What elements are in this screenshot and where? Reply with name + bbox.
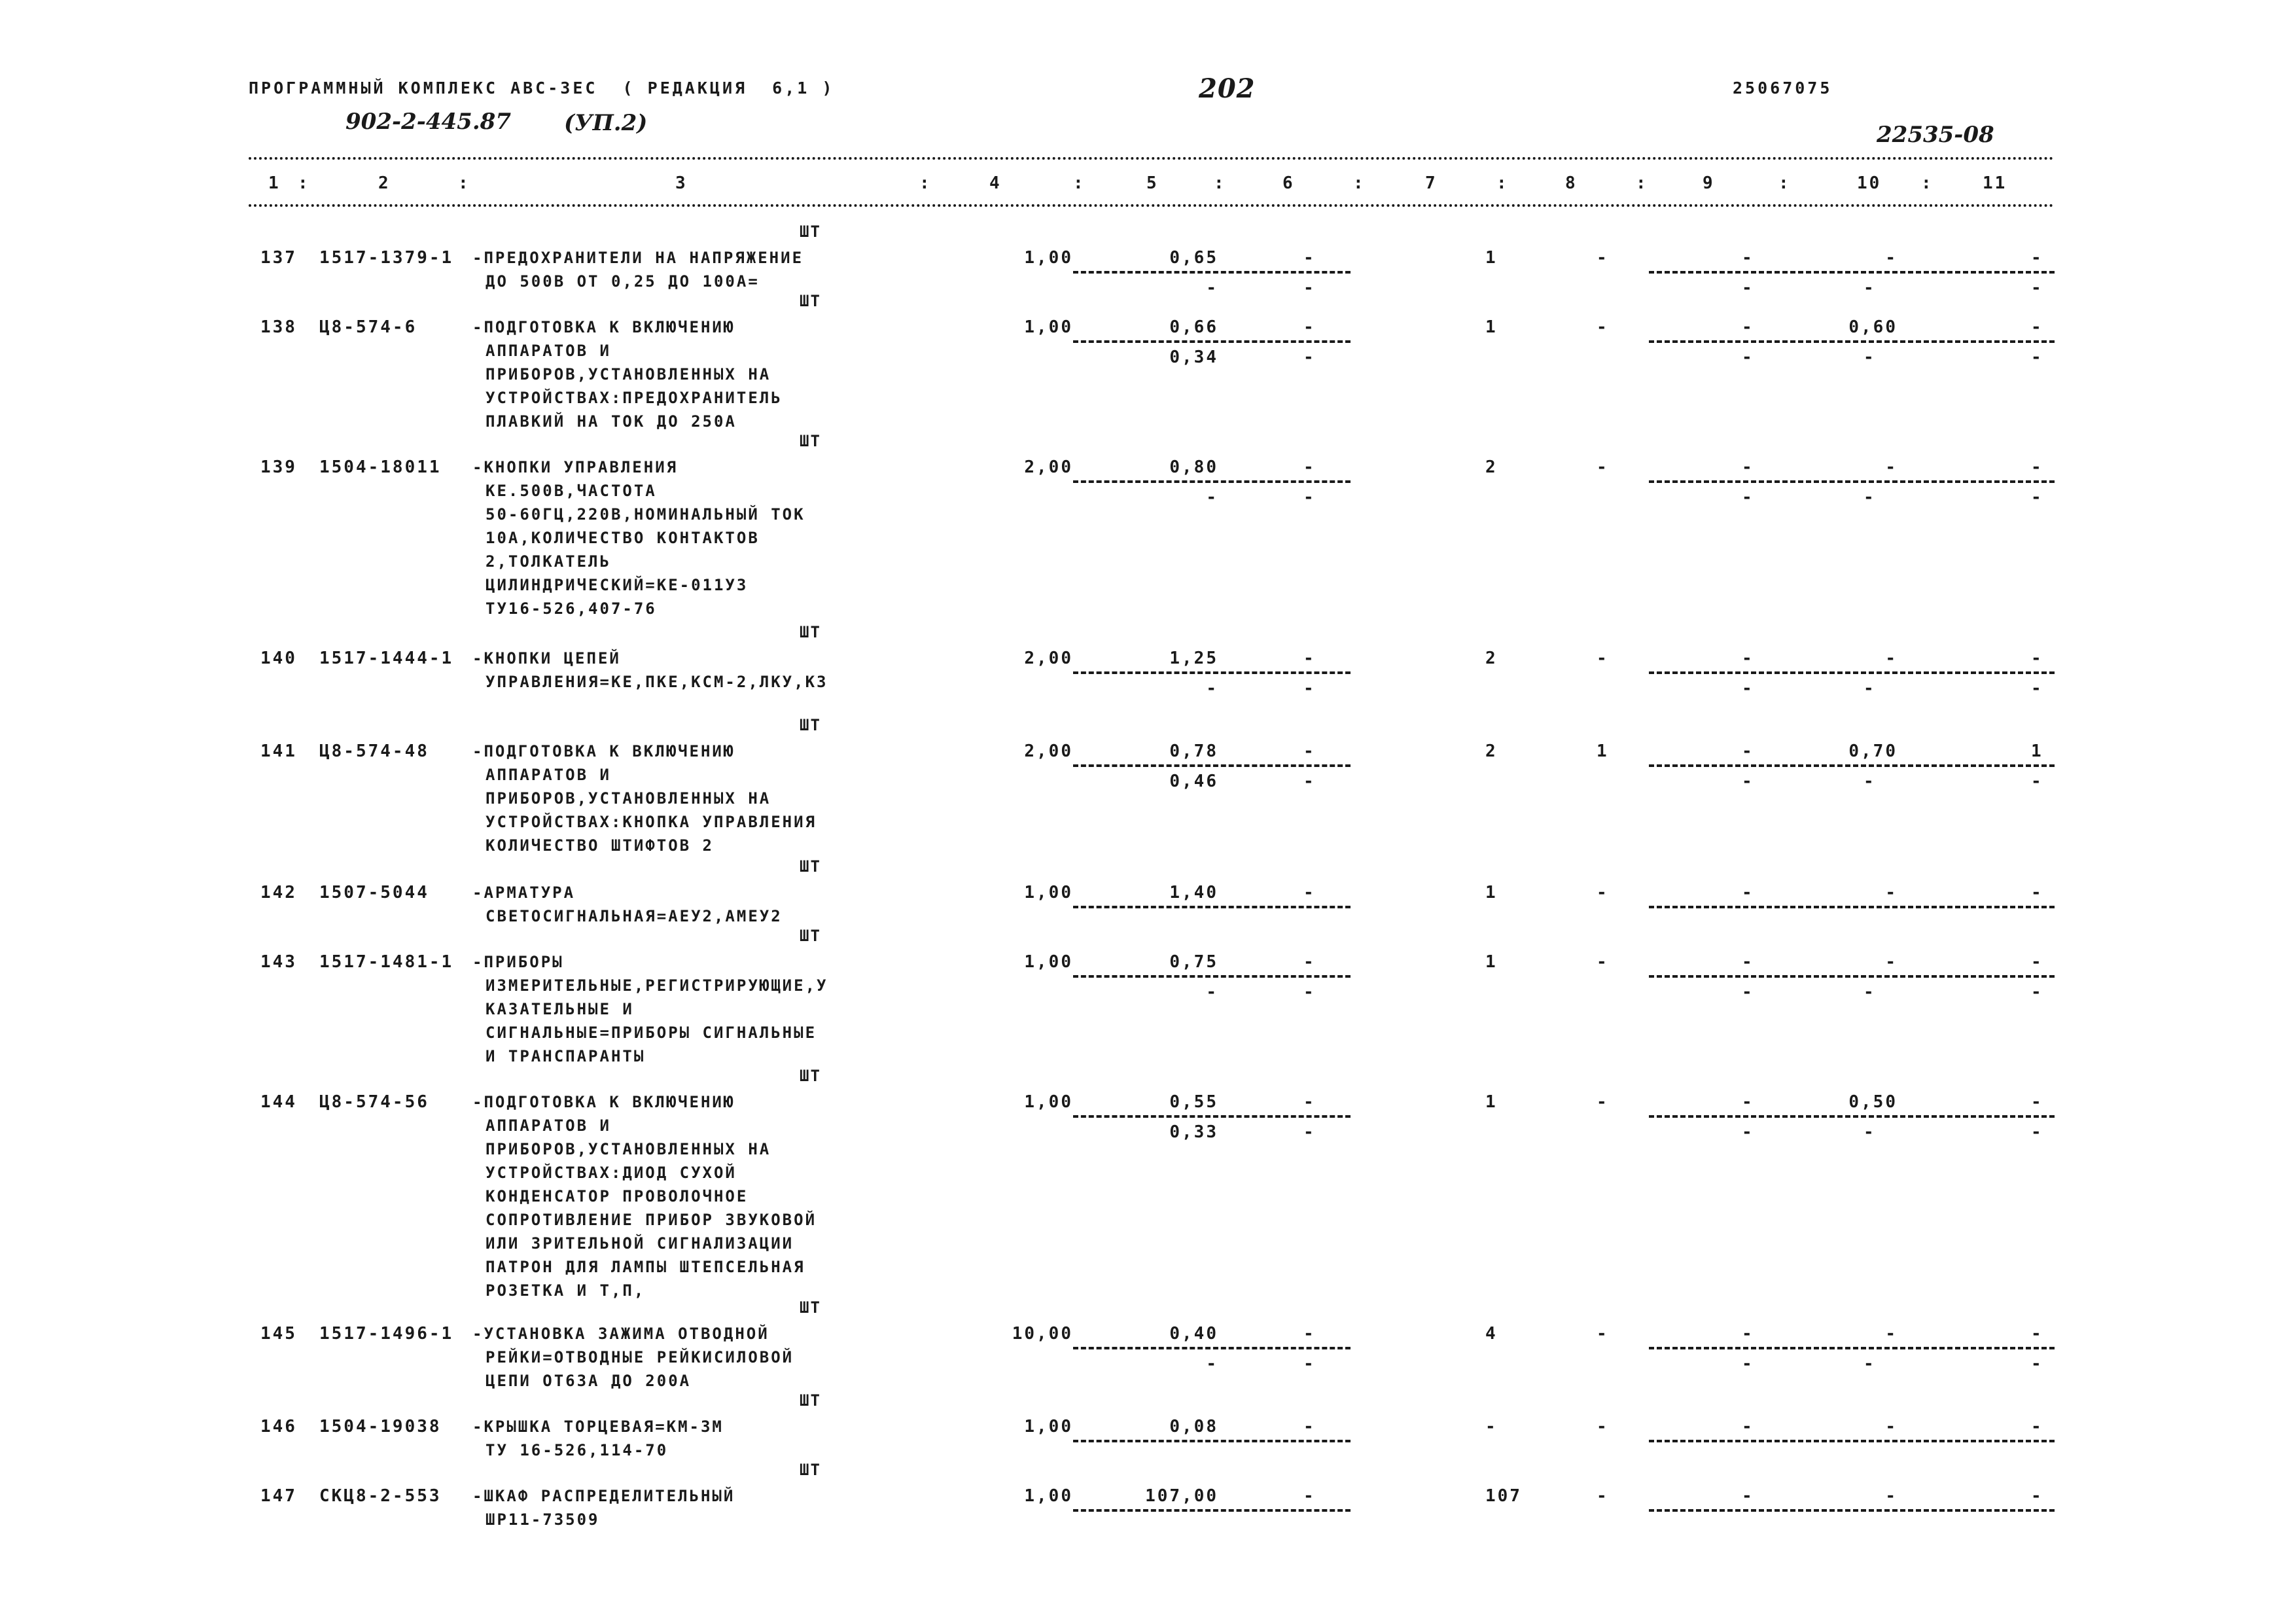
item-description-line: -КНОПКИ УПРАВЛЕНИЯ [472, 458, 679, 476]
col9-value: - [1742, 1324, 1754, 1344]
unit-label: ШТ [800, 432, 821, 450]
col6-value: - [1303, 1417, 1316, 1436]
price-code: 1517-1481-1 [319, 952, 454, 972]
row-number: 140 [260, 649, 297, 668]
price-code: 1517-1444-1 [319, 649, 454, 668]
col6-value: - [1303, 883, 1316, 902]
col11-value: - [2031, 248, 2043, 268]
col11-lower-value: - [2031, 278, 2043, 298]
quantity-value: 2,00 [1024, 457, 1073, 477]
item-description-line: КЕ.500В,ЧАСТОТА [486, 482, 657, 500]
item-description-line: -КНОПКИ ЦЕПЕЙ [472, 649, 621, 668]
unit-label: ШТ [800, 223, 821, 241]
column-divider: : [919, 173, 932, 193]
col6-lower-value: - [1303, 1122, 1316, 1142]
unit-label: ШТ [800, 1391, 821, 1410]
quantity-value: 1,00 [1024, 317, 1073, 337]
col6-value: - [1303, 1324, 1316, 1344]
item-description-line: СВЕТОСИГНАЛЬНАЯ=АЕУ2,АМЕУ2 [486, 907, 783, 925]
col6-value: - [1303, 952, 1316, 972]
unit-label: ШТ [800, 927, 821, 945]
col7-value: - [1485, 1417, 1498, 1436]
unit-label: ШТ [800, 1067, 821, 1085]
column-number: 3 [675, 173, 688, 193]
price-code: 1517-1496-1 [319, 1324, 454, 1344]
value-separator [1649, 906, 2055, 908]
row-number: 144 [260, 1092, 297, 1112]
item-description-line: -ПОДГОТОВКА К ВКЛЮЧЕНИЮ [472, 1093, 735, 1111]
quantity-value: 2,00 [1024, 741, 1073, 761]
price-code: СКЦ8-2-553 [319, 1486, 442, 1506]
item-description-line: 10А,КОЛИЧЕСТВО КОНТАКТОВ [486, 529, 760, 547]
item-description-line: И ТРАНСПАРАНТЫ [486, 1047, 646, 1065]
col6-value: - [1303, 741, 1316, 761]
item-description-line: -ПОДГОТОВКА К ВКЛЮЧЕНИЮ [472, 318, 735, 336]
col11-value: - [2031, 1486, 2043, 1506]
col8-value: - [1597, 1486, 1609, 1506]
column-number: 6 [1282, 173, 1295, 193]
value-separator [1073, 975, 1351, 978]
item-description-line: УПРАВЛЕНИЯ=КЕ,ПКЕ,КСМ-2,ЛКУ,К3 [486, 673, 828, 691]
col11-value: - [2031, 883, 2043, 902]
col11-value: - [2031, 1324, 2043, 1344]
item-description-line: ПРИБОРОВ,УСТАНОВЛЕННЫХ НА [486, 365, 771, 383]
col5-lower-value: - [1206, 982, 1218, 1002]
item-description-line: ТУ 16-526,114-70 [486, 1441, 669, 1459]
program-title: ПРОГРАММНЫЙ КОМПЛЕКС АВС-3ЕС ( РЕДАКЦИЯ 6,1 ) [249, 79, 835, 98]
col9-lower-value: - [1742, 772, 1754, 791]
item-description-line: ШР11-73509 [486, 1510, 600, 1529]
col5-value: 0,55 [1169, 1092, 1218, 1112]
unit-label: ШТ [800, 292, 821, 310]
item-description-line: -ШКАФ РАСПРЕДЕЛИТЕЛЬНЫЙ [472, 1487, 735, 1505]
item-description-line: ПАТРОН ДЛЯ ЛАМПЫ ШТЕПСЕЛЬНАЯ [486, 1258, 805, 1276]
item-description-line: ИЗМЕРИТЕЛЬНЫЕ,РЕГИСТРИРУЮЩИЕ,У [486, 976, 828, 995]
document-code: 25067075 [1733, 79, 1833, 98]
item-description-line: -ПРЕДОХРАНИТЕЛИ НА НАПРЯЖЕНИЕ [472, 249, 804, 267]
item-description-line: -КРЫШКА ТОРЦЕВАЯ=КМ-3М [472, 1418, 724, 1436]
col5-lower-value: 0,34 [1169, 348, 1218, 367]
unit-label: ШТ [800, 623, 821, 641]
value-separator [1649, 1347, 2055, 1349]
col6-value: - [1303, 457, 1316, 477]
col9-value: - [1742, 1092, 1754, 1112]
unit-label: ШТ [800, 1298, 821, 1317]
col9-value: - [1742, 457, 1754, 477]
col10-value: - [1885, 1486, 1898, 1506]
col6-value: - [1303, 1092, 1316, 1112]
col8-value: - [1597, 952, 1609, 972]
col10-value: - [1885, 883, 1898, 902]
col10-lower-value: - [1863, 1354, 1876, 1374]
price-code: 1507-5044 [319, 883, 429, 902]
col5-value: 0,08 [1169, 1417, 1218, 1436]
col5-value: 0,80 [1169, 457, 1218, 477]
col11-lower-value: - [2031, 1122, 2043, 1142]
item-description-line: УСТРОЙСТВАХ:КНОПКА УПРАВЛЕНИЯ [486, 813, 817, 831]
column-number: 7 [1425, 173, 1438, 193]
project-number: 902-2-445.87 [345, 109, 511, 135]
item-description-line: РЕЙКИ=ОТВОДНЫЕ РЕЙКИСИЛОВОЙ [486, 1348, 794, 1366]
quantity-value: 2,00 [1024, 649, 1073, 668]
row-number: 146 [260, 1417, 297, 1436]
col8-value: - [1597, 1092, 1609, 1112]
price-code: 1504-19038 [319, 1417, 442, 1436]
quantity-value: 1,00 [1024, 1486, 1073, 1506]
col11-lower-value: - [2031, 488, 2043, 507]
col8-value: - [1597, 1417, 1609, 1436]
column-number: 5 [1146, 173, 1159, 193]
col5-lower-value: 0,46 [1169, 772, 1218, 791]
column-divider: : [1073, 173, 1086, 193]
col11-lower-value: - [2031, 679, 2043, 698]
item-description-line: АППАРАТОВ И [486, 1116, 611, 1135]
col6-value: - [1303, 649, 1316, 668]
item-description-line: СОПРОТИВЛЕНИЕ ПРИБОР ЗВУКОВОЙ [486, 1211, 817, 1229]
sheet-number: 22535-08 [1877, 122, 1994, 148]
item-description-line: КОНДЕНСАТОР ПРОВОЛОЧНОЕ [486, 1187, 749, 1205]
col9-value: - [1742, 317, 1754, 337]
item-description-line: -УСТАНОВКА ЗАЖИМА ОТВОДНОЙ [472, 1325, 769, 1343]
col10-value: - [1885, 1324, 1898, 1344]
col6-lower-value: - [1303, 679, 1316, 698]
item-description-line: АППАРАТОВ И [486, 342, 611, 360]
column-number: 2 [378, 173, 391, 193]
column-divider: : [1921, 173, 1934, 193]
row-number: 147 [260, 1486, 297, 1506]
column-divider: : [458, 173, 470, 193]
quantity-value: 1,00 [1024, 952, 1073, 972]
item-description-line: АППАРАТОВ И [486, 766, 611, 784]
value-separator [1649, 1440, 2055, 1442]
quantity-value: 10,00 [1012, 1324, 1073, 1344]
value-separator [1073, 1440, 1351, 1442]
col11-lower-value: - [2031, 772, 2043, 791]
column-divider: : [1214, 173, 1226, 193]
header-top-rule [249, 157, 2055, 160]
row-number: 137 [260, 248, 297, 268]
col5-lower-value: - [1206, 488, 1218, 507]
item-description-line: -ПОДГОТОВКА К ВКЛЮЧЕНИЮ [472, 742, 735, 760]
value-separator [1073, 671, 1351, 674]
col6-lower-value: - [1303, 488, 1316, 507]
col8-value: - [1597, 317, 1609, 337]
col11-value: - [2031, 1417, 2043, 1436]
item-description-line: КОЛИЧЕСТВО ШТИФТОВ 2 [486, 836, 714, 855]
item-description-line: ДО 500В ОТ 0,25 ДО 100А= [486, 272, 760, 291]
item-description-line: УСТРОЙСТВАХ:ДИОД СУХОЙ [486, 1164, 737, 1182]
column-divider: : [1778, 173, 1791, 193]
column-number: 10 [1857, 173, 1882, 193]
value-separator [1649, 764, 2055, 767]
value-separator [1649, 1115, 2055, 1118]
price-code: 1517-1379-1 [319, 248, 454, 268]
value-separator [1649, 480, 2055, 483]
item-description-line: -ПРИБОРЫ [472, 953, 564, 971]
item-description-line: 2,ТОЛКАТЕЛЬ [486, 552, 611, 571]
col8-value: 1 [1597, 741, 1609, 761]
col9-value: - [1742, 952, 1754, 972]
col5-lower-value: - [1206, 1354, 1218, 1374]
item-description-line: ЦЕПИ ОТ63А ДО 200А [486, 1372, 692, 1390]
column-number: 11 [1983, 173, 2007, 193]
col7-value: 1 [1485, 883, 1498, 902]
col5-value: 0,40 [1169, 1324, 1218, 1344]
col7-value: 2 [1485, 741, 1498, 761]
col7-value: 107 [1485, 1486, 1522, 1506]
col5-value: 107,00 [1145, 1486, 1218, 1506]
col7-value: 2 [1485, 457, 1498, 477]
col10-lower-value: - [1863, 772, 1876, 791]
column-divider: : [1636, 173, 1648, 193]
col10-value: - [1885, 1417, 1898, 1436]
value-separator [1073, 340, 1351, 343]
item-description-line: ЦИЛИНДРИЧЕСКИЙ=КЕ-011У3 [486, 576, 749, 594]
col10-value: - [1885, 457, 1898, 477]
col10-value: - [1885, 248, 1898, 268]
value-separator [1073, 480, 1351, 483]
unit-label: ШТ [800, 1461, 821, 1479]
col10-value: - [1885, 952, 1898, 972]
col11-lower-value: - [2031, 348, 2043, 367]
col10-lower-value: - [1863, 278, 1876, 298]
col8-value: - [1597, 1324, 1609, 1344]
value-separator [1073, 906, 1351, 908]
row-number: 139 [260, 457, 297, 477]
item-description-line: УСТРОЙСТВАХ:ПРЕДОХРАНИТЕЛЬ [486, 389, 783, 407]
item-description-line: СИГНАЛЬНЫЕ=ПРИБОРЫ СИГНАЛЬНЫЕ [486, 1024, 817, 1042]
value-separator [1649, 975, 2055, 978]
value-separator [1649, 671, 2055, 674]
col9-value: - [1742, 1486, 1754, 1506]
column-number: 1 [268, 173, 281, 193]
col10-value: 0,70 [1848, 741, 1898, 761]
quantity-value: 1,00 [1024, 1092, 1073, 1112]
price-code: Ц8-574-6 [319, 317, 417, 337]
album-number: (УП.2) [564, 110, 648, 136]
col7-value: 1 [1485, 248, 1498, 268]
col11-value: - [2031, 457, 2043, 477]
col5-lower-value: - [1206, 679, 1218, 698]
col6-value: - [1303, 1486, 1316, 1506]
item-description-line: ПРИБОРОВ,УСТАНОВЛЕННЫХ НА [486, 789, 771, 808]
col10-value: 0,60 [1848, 317, 1898, 337]
item-description-line: РОЗЕТКА И Т,П, [486, 1281, 646, 1300]
col5-value: 0,66 [1169, 317, 1218, 337]
value-separator [1073, 1347, 1351, 1349]
col6-lower-value: - [1303, 1354, 1316, 1374]
value-separator [1649, 271, 2055, 274]
col9-value: - [1742, 649, 1754, 668]
col6-value: - [1303, 248, 1316, 268]
item-description-line: 50-60ГЦ,220В,НОМИНАЛЬНЫЙ ТОК [486, 505, 805, 524]
value-separator [1649, 1509, 2055, 1512]
value-separator [1073, 1509, 1351, 1512]
col9-lower-value: - [1742, 348, 1754, 367]
row-number: 141 [260, 741, 297, 761]
price-code: Ц8-574-48 [319, 741, 429, 761]
col11-lower-value: - [2031, 1354, 2043, 1374]
col11-value: - [2031, 317, 2043, 337]
item-description-line: ТУ16-526,407-76 [486, 599, 657, 618]
col10-value: 0,50 [1848, 1092, 1898, 1112]
column-number: 4 [989, 173, 1002, 193]
value-separator [1649, 340, 2055, 343]
col11-value: - [2031, 1092, 2043, 1112]
col7-value: 1 [1485, 952, 1498, 972]
col11-value: - [2031, 952, 2043, 972]
page-number: 202 [1199, 73, 1256, 104]
col9-lower-value: - [1742, 1122, 1754, 1142]
col7-value: 4 [1485, 1324, 1498, 1344]
quantity-value: 1,00 [1024, 883, 1073, 902]
col9-value: - [1742, 248, 1754, 268]
header-bottom-rule [249, 204, 2055, 207]
col10-lower-value: - [1863, 679, 1876, 698]
col10-lower-value: - [1863, 982, 1876, 1002]
col7-value: 2 [1485, 649, 1498, 668]
col5-lower-value: - [1206, 278, 1218, 298]
row-number: 138 [260, 317, 297, 337]
item-description-line: -АРМАТУРА [472, 883, 576, 902]
col8-value: - [1597, 883, 1609, 902]
col10-lower-value: - [1863, 488, 1876, 507]
col9-lower-value: - [1742, 679, 1754, 698]
col6-lower-value: - [1303, 982, 1316, 1002]
col9-value: - [1742, 1417, 1754, 1436]
value-separator [1073, 271, 1351, 274]
item-description-line: ПРИБОРОВ,УСТАНОВЛЕННЫХ НА [486, 1140, 771, 1158]
col10-lower-value: - [1863, 1122, 1876, 1142]
column-number: 9 [1703, 173, 1715, 193]
col6-lower-value: - [1303, 348, 1316, 367]
col7-value: 1 [1485, 1092, 1498, 1112]
column-divider: : [298, 173, 310, 193]
item-description-line: КАЗАТЕЛЬНЫЕ И [486, 1000, 634, 1018]
col11-value: 1 [2031, 741, 2043, 761]
col7-value: 1 [1485, 317, 1498, 337]
col8-value: - [1597, 457, 1609, 477]
row-number: 142 [260, 883, 297, 902]
column-number: 8 [1565, 173, 1578, 193]
column-divider: : [1353, 173, 1366, 193]
col5-lower-value: 0,33 [1169, 1122, 1218, 1142]
col5-value: 0,75 [1169, 952, 1218, 972]
item-description-line: ИЛИ ЗРИТЕЛЬНОЙ СИГНАЛИЗАЦИИ [486, 1234, 794, 1253]
row-number: 145 [260, 1324, 297, 1344]
col5-value: 1,25 [1169, 649, 1218, 668]
col9-lower-value: - [1742, 982, 1754, 1002]
col8-value: - [1597, 248, 1609, 268]
col9-lower-value: - [1742, 278, 1754, 298]
col6-lower-value: - [1303, 278, 1316, 298]
col8-value: - [1597, 649, 1609, 668]
col9-value: - [1742, 741, 1754, 761]
quantity-value: 1,00 [1024, 248, 1073, 268]
price-code: 1504-18011 [319, 457, 442, 477]
unit-label: ШТ [800, 716, 821, 734]
quantity-value: 1,00 [1024, 1417, 1073, 1436]
col10-lower-value: - [1863, 348, 1876, 367]
column-divider: : [1496, 173, 1509, 193]
col9-lower-value: - [1742, 1354, 1754, 1374]
col10-value: - [1885, 649, 1898, 668]
row-number: 143 [260, 952, 297, 972]
unit-label: ШТ [800, 857, 821, 876]
col11-value: - [2031, 649, 2043, 668]
price-code: Ц8-574-56 [319, 1092, 429, 1112]
col9-lower-value: - [1742, 488, 1754, 507]
col5-value: 0,78 [1169, 741, 1218, 761]
col6-value: - [1303, 317, 1316, 337]
col6-lower-value: - [1303, 772, 1316, 791]
col9-value: - [1742, 883, 1754, 902]
item-description-line: ПЛАВКИЙ НА ТОК ДО 250А [486, 412, 737, 431]
col5-value: 0,65 [1169, 248, 1218, 268]
col5-value: 1,40 [1169, 883, 1218, 902]
col11-lower-value: - [2031, 982, 2043, 1002]
value-separator [1073, 764, 1351, 767]
value-separator [1073, 1115, 1351, 1118]
